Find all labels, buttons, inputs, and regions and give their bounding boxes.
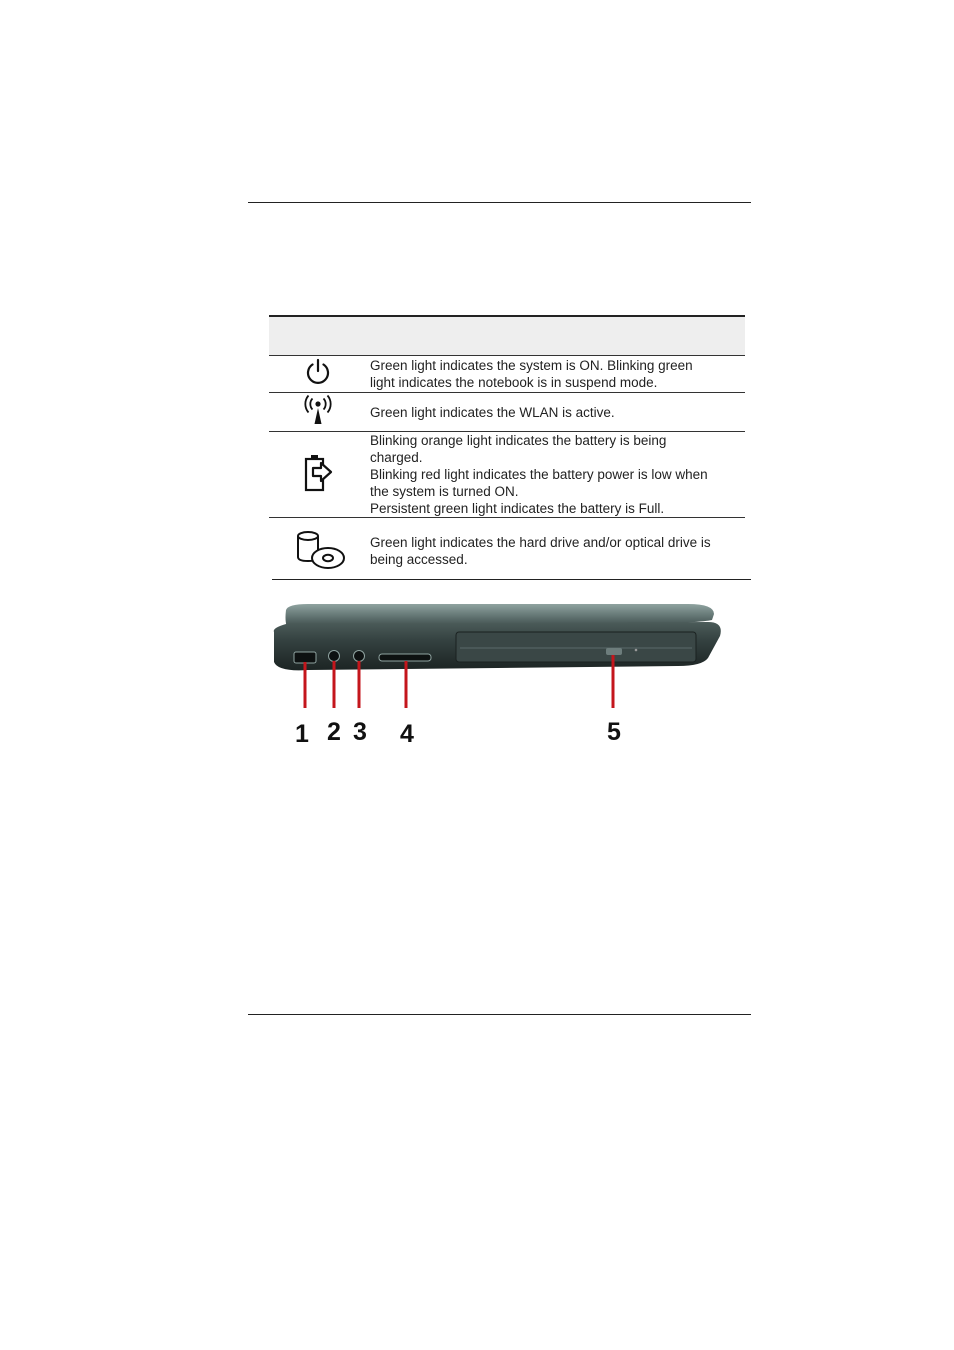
table-header-row bbox=[269, 316, 745, 356]
power-icon bbox=[303, 357, 333, 387]
led-indicator-table bbox=[269, 315, 745, 583]
footer-rule bbox=[248, 1014, 751, 1015]
table-row bbox=[269, 356, 745, 393]
wlan-icon bbox=[301, 393, 335, 427]
description-column-header bbox=[366, 316, 745, 356]
callout-4: 4 bbox=[400, 720, 414, 748]
led-description: Green light indicates the system is ON. Blinking green light indicates the notebook is in suspend mode. bbox=[366, 356, 745, 393]
led-description: Blinking orange light indicates the battery is being charged. Blinking red light indicates the battery power is low when the system is turned ON. Persistent green light indicates the battery is Full. bbox=[366, 432, 745, 518]
hdd-odd-icon bbox=[290, 529, 346, 569]
table-row bbox=[269, 518, 745, 584]
header-rule bbox=[248, 202, 751, 203]
callout-3: 3 bbox=[353, 718, 367, 746]
table-row bbox=[269, 393, 745, 432]
led-description: Green light indicates the WLAN is active. bbox=[366, 393, 745, 432]
notebook-left-side-photo bbox=[268, 596, 728, 716]
icon-column-header bbox=[269, 316, 366, 356]
table-bottom-rule bbox=[272, 579, 751, 580]
battery-charge-icon bbox=[301, 453, 335, 493]
callout-1: 1 bbox=[295, 720, 309, 748]
callout-2: 2 bbox=[327, 718, 341, 746]
led-description: Green light indicates the hard drive and/or optical drive is being accessed. bbox=[370, 535, 711, 567]
table-row bbox=[269, 432, 745, 518]
callout-5: 5 bbox=[607, 718, 621, 746]
